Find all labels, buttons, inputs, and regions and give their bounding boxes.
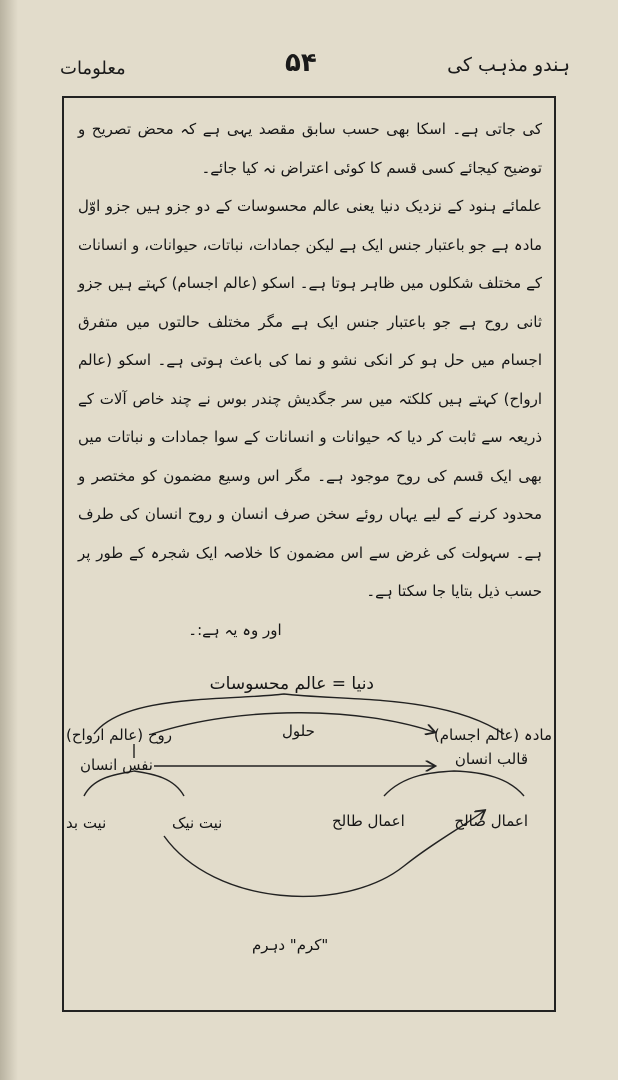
- label-indwelling: حلول: [282, 722, 315, 740]
- header-title-left: معلومات: [60, 58, 126, 79]
- paragraph-2: علمائے ہنود کے نزدیک دنیا یعنی عالم محسوسات کے دو جزو ہیں جزو اوّل مادہ ہے جو باعتبار جنس ایک ہے لیکن جمادات، نباتات، حیوانات، و انسانات کے مختلف شکلوں میں ظاہر ہوتا ہے۔ اسکو (عالم اجسام) کہتے ہیں جزو ثانی روح ہے جو باعتبار جنس ایک ہے مگر مختلف حالتوں میں متفرق اجسام میں حل ہو کر انکی نشو و نما کی باعث ہوتی ہے۔ اسکو (عالم ارواح) کہتے ہیں کلکتہ میں سر جگدیش چندر بوس نے چند خاص آلات کے ذریعہ سے ثابت کر دیا کہ حیوانات و انسانات کے سوا جمادات و نباتات میں بھی ایک قسم کی روح موجود ہے۔ مگر اس وسیع مضمون کو مختصر و محدود کرنے کے لیے یہاں روئے سخن صرف انسان و روح انسان کی طرف ہے۔ سہولت کی غرض سے اس مضمون کا خلاصہ ایک شجرہ کے طور پر حسب ذیل بتایا جا سکتا ہے۔: [78, 197, 542, 600]
- label-good-intent: نیت نیک: [172, 814, 223, 832]
- label-human-soul: نفس انسان: [80, 756, 153, 774]
- label-bad-intent: نیت بد: [66, 814, 107, 832]
- label-world: دنیا = عالم محسوسات: [209, 674, 374, 694]
- page-header: [60, 48, 570, 98]
- page-number: ۵۴: [285, 48, 317, 78]
- paragraph-1: کی جاتی ہے۔ اسکا بھی حسب سابق مقصد یہی ہے کہ محض تصریح و توضیح کیجائے کسی قسم کا کوئی اعتراض نہ کیا جائے۔: [78, 120, 542, 177]
- label-human-body: قالب انسان: [454, 750, 528, 768]
- body-text: [78, 110, 542, 649]
- label-karma: "کرم" دہرم: [252, 936, 329, 954]
- label-spirit: روح (عالم ارواح): [66, 726, 172, 744]
- label-good-deeds: اعمال صالح: [454, 812, 528, 830]
- tree-diagram: [64, 646, 554, 1006]
- brace-body: [384, 771, 524, 796]
- header-title-right: ہندو مذہب کی: [447, 54, 570, 76]
- label-matter: مادہ (عالم اجسام): [433, 726, 552, 744]
- text-frame: [62, 96, 556, 1012]
- label-bad-deeds: اعمال طالح: [332, 812, 405, 830]
- lead-in: اور وہ یہ ہے:۔: [188, 620, 282, 639]
- brace-soul: [84, 771, 184, 796]
